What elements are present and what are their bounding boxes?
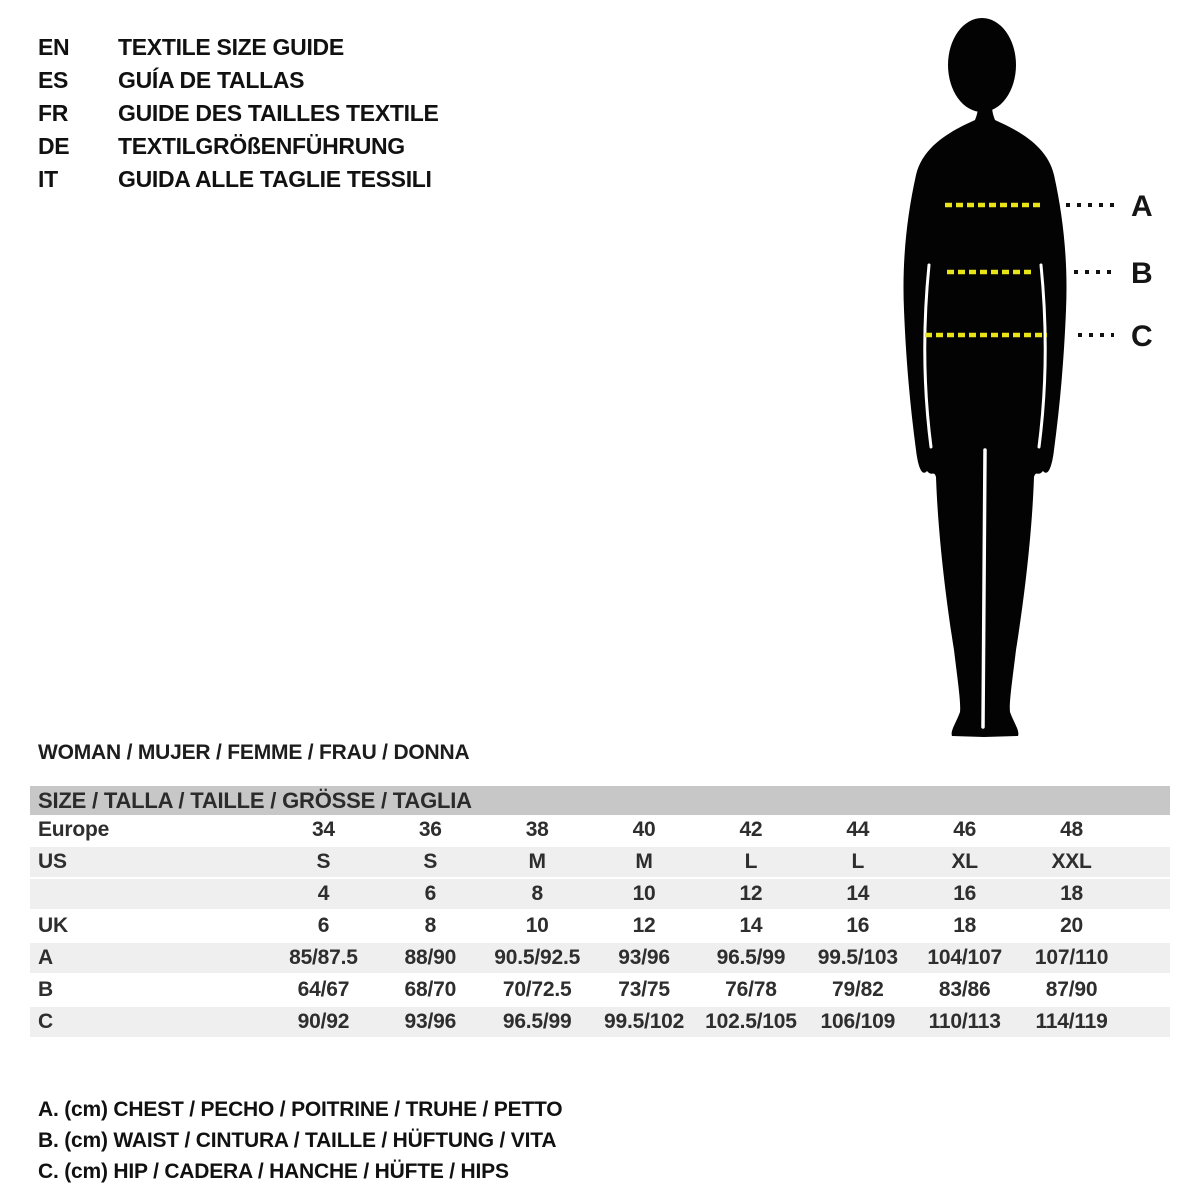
table-cell: 42 bbox=[739, 818, 763, 841]
row-label: Europe bbox=[38, 818, 110, 841]
table-cell: 20 bbox=[1060, 914, 1084, 937]
table-cell: 87/90 bbox=[1045, 978, 1098, 1001]
table-cell: 73/75 bbox=[618, 978, 670, 1001]
table-cell: 68/70 bbox=[404, 978, 457, 1001]
footnote-chest: A. (cm) CHEST / PECHO / POITRINE / TRUHE / PETTO bbox=[38, 1098, 563, 1121]
table-cell: 14 bbox=[739, 914, 763, 937]
table-cell: 4 bbox=[317, 882, 330, 905]
table-cell: 44 bbox=[846, 818, 870, 841]
language-row-en bbox=[38, 31, 439, 64]
language-code: DE bbox=[38, 133, 70, 159]
row-label: B bbox=[38, 978, 53, 1001]
language-code: FR bbox=[38, 100, 69, 126]
table-cell: 99.5/102 bbox=[603, 1010, 685, 1033]
table-cell: 14 bbox=[846, 882, 870, 905]
label-c: C bbox=[1131, 320, 1153, 353]
table-cell: 36 bbox=[418, 818, 442, 841]
table-cell: 107/110 bbox=[1034, 946, 1109, 969]
table-cell: 96.5/99 bbox=[502, 1010, 572, 1033]
table-row-us-letters bbox=[30, 847, 1170, 879]
table-cell: 18 bbox=[1060, 882, 1084, 905]
language-code: ES bbox=[38, 67, 69, 93]
table-cell: 79/82 bbox=[832, 978, 884, 1001]
row-label: A bbox=[38, 946, 53, 969]
table-row-chest bbox=[30, 943, 1170, 975]
table-cell: M bbox=[528, 850, 546, 873]
table-cell: 99.5/103 bbox=[817, 946, 898, 969]
table-cell: 8 bbox=[424, 914, 437, 937]
language-row-it bbox=[38, 163, 439, 196]
measurement-figure bbox=[888, 15, 1200, 745]
table-cell: S bbox=[423, 850, 438, 873]
language-code: EN bbox=[38, 34, 70, 60]
table-cell: M bbox=[635, 850, 653, 873]
table-cell: 90/92 bbox=[297, 1010, 350, 1033]
table-cell: 40 bbox=[632, 818, 656, 841]
footnote-hip: C. (cm) HIP / CADERA / HANCHE / HÜFTE / HIPS bbox=[38, 1160, 509, 1183]
table-cell: 34 bbox=[311, 818, 335, 841]
table-cell: 16 bbox=[846, 914, 870, 937]
table-cell: 93/96 bbox=[404, 1010, 457, 1033]
table-row-hip bbox=[30, 1007, 1170, 1039]
measurement-footnotes bbox=[38, 1094, 562, 1187]
table-cell: 16 bbox=[953, 882, 977, 905]
table-cell: 64/67 bbox=[297, 978, 350, 1001]
table-cell: 18 bbox=[953, 914, 977, 937]
pointer-lines bbox=[1066, 205, 1116, 335]
table-cell: XXL bbox=[1051, 850, 1092, 873]
row-label: C bbox=[38, 1010, 53, 1033]
table-cell: 76/78 bbox=[725, 978, 777, 1001]
table-cell: 83/86 bbox=[938, 978, 991, 1001]
table-cell: 70/72.5 bbox=[502, 978, 572, 1001]
language-row-de bbox=[38, 130, 439, 163]
page-title: TEXTILE SIZE GUIDE bbox=[118, 34, 344, 60]
table-cell: 8 bbox=[531, 882, 543, 905]
size-table bbox=[30, 786, 1170, 1039]
measure-letter-labels bbox=[1131, 190, 1153, 353]
table-cell: 38 bbox=[525, 818, 549, 841]
table-cell: 12 bbox=[739, 882, 763, 905]
table-cell: 85/87.5 bbox=[289, 946, 358, 969]
table-cell: 93/96 bbox=[618, 946, 670, 969]
footnote-waist: B. (cm) WAIST / CINTURA / TAILLE / HÜFTUNG / VITA bbox=[38, 1129, 557, 1152]
table-cell: 114/119 bbox=[1035, 1010, 1108, 1033]
table-cell: L bbox=[744, 850, 758, 873]
table-cell: 48 bbox=[1060, 818, 1084, 841]
gender-section-label: WOMAN / MUJER / FEMME / FRAU / DONNA bbox=[38, 741, 470, 764]
table-cell: 104/107 bbox=[927, 946, 1002, 969]
table-row-us-numbers bbox=[30, 879, 1170, 911]
table-cell: 96.5/99 bbox=[716, 946, 786, 969]
table-cell: 6 bbox=[317, 914, 330, 937]
table-cell: 10 bbox=[632, 882, 656, 905]
row-label bbox=[30, 879, 270, 909]
language-title-list bbox=[38, 31, 439, 196]
table-cell: 10 bbox=[525, 914, 549, 937]
language-row-es bbox=[38, 64, 439, 97]
table-cell: 102.5/105 bbox=[705, 1010, 797, 1033]
label-b: B bbox=[1131, 257, 1153, 290]
language-code: IT bbox=[38, 166, 58, 192]
table-cell: L bbox=[851, 850, 865, 873]
label-a: A bbox=[1131, 190, 1153, 223]
table-cell: 88/90 bbox=[404, 946, 457, 969]
table-cell: 90.5/92.5 bbox=[494, 946, 581, 969]
table-cell: 6 bbox=[424, 882, 437, 905]
page-title-es: GUÍA DE TALLAS bbox=[118, 67, 305, 93]
table-row-europe bbox=[30, 815, 1170, 847]
table-cell: 46 bbox=[953, 818, 977, 841]
table-cell: 12 bbox=[632, 914, 656, 937]
table-cell: 110/113 bbox=[928, 1010, 1001, 1033]
table-row-waist bbox=[30, 975, 1170, 1007]
page-title-de: TEXTILGRÖßENFÜHRUNG bbox=[118, 133, 405, 159]
table-cell: XL bbox=[951, 850, 978, 873]
row-label: UK bbox=[38, 914, 68, 937]
language-row-fr bbox=[38, 97, 439, 130]
page-title-it: GUIDA ALLE TAGLIE TESSILI bbox=[118, 166, 432, 192]
page-title-fr: GUIDE DES TAILLES TEXTILE bbox=[118, 100, 439, 126]
table-row-uk bbox=[30, 911, 1170, 943]
size-table-header: SIZE / TALLA / TAILLE / GRÖSSE / TAGLIA bbox=[30, 786, 1170, 815]
table-cell: S bbox=[316, 850, 331, 873]
row-label: US bbox=[38, 850, 67, 873]
table-cell: 106/109 bbox=[820, 1010, 896, 1033]
